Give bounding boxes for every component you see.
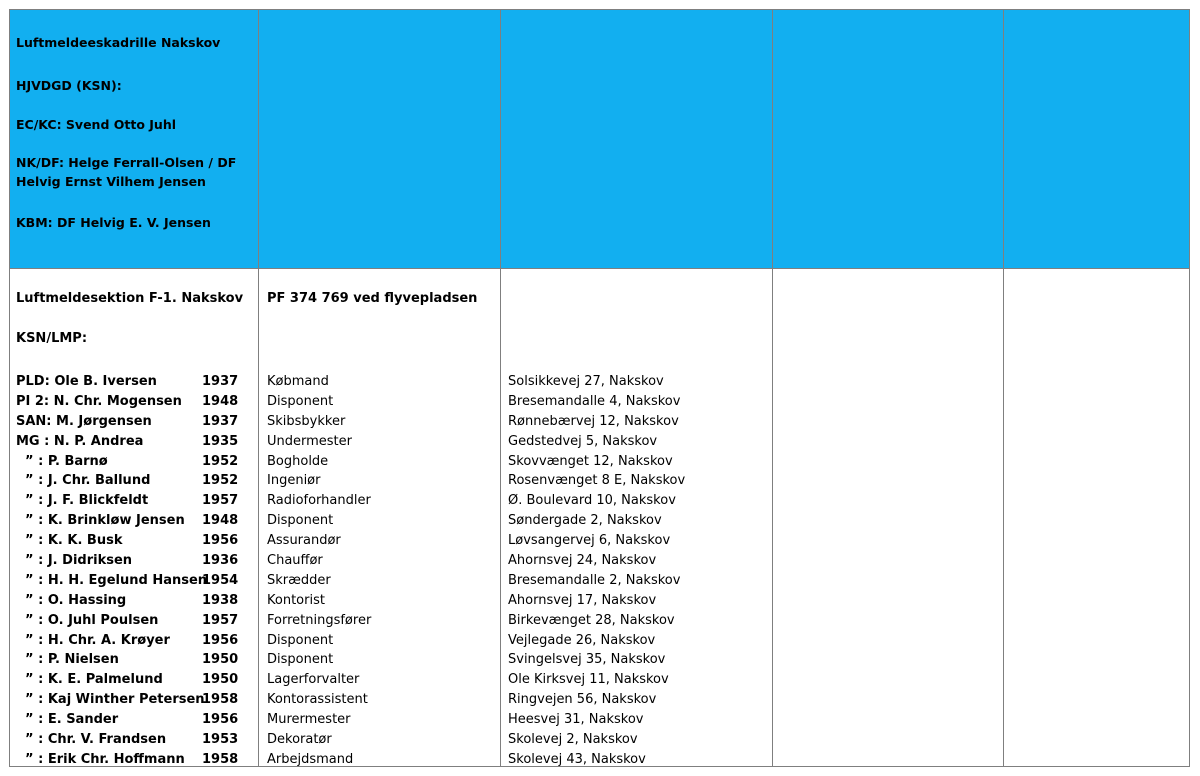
header-squadron: Luftmeldeeskadrille Nakskov (16, 35, 221, 50)
member-year: 1950 (202, 652, 239, 668)
member-name: ” : P. Nielsen (16, 652, 119, 668)
member-name: ” : H. Chr. A. Krøyer (16, 632, 170, 648)
member-address: Søndergade 2, Nakskov (508, 513, 662, 529)
member-occupation: Disponent (267, 632, 334, 648)
member-name: PLD: Ole B. Iversen (16, 374, 157, 389)
member-name: ” : J. Chr. Ballund (16, 473, 151, 489)
member-year: 1957 (202, 612, 239, 628)
table-row (10, 392, 1189, 412)
member-occupation: Købmand (267, 374, 329, 389)
member-occupation: Radioforhandler (267, 493, 371, 509)
member-year: 1952 (202, 473, 239, 489)
member-occupation: Skrædder (267, 572, 331, 588)
member-occupation: Assurandør (267, 533, 341, 549)
member-name: ” : H. H. Egelund Hansen (16, 572, 208, 588)
member-address: Løvsangervej 6, Nakskov (508, 533, 671, 549)
table-row (10, 491, 1189, 511)
member-address: Rosenvænget 8 E, Nakskov (508, 473, 686, 489)
table-row (10, 631, 1189, 651)
table-row (10, 750, 1189, 770)
member-occupation: Arbejdsmand (267, 751, 354, 767)
member-year: 1948 (202, 513, 239, 529)
member-occupation: Ingeniør (267, 473, 321, 489)
member-occupation: Forretningsfører (267, 612, 372, 628)
member-address: Bresemandalle 2, Nakskov (508, 572, 681, 588)
table-row (10, 591, 1189, 611)
table-row (10, 452, 1189, 472)
member-year: 1958 (202, 751, 239, 767)
member-year: 1948 (202, 393, 239, 409)
member-address: Ahornsvej 24, Nakskov (508, 553, 657, 569)
member-address: Ringvejen 56, Nakskov (508, 692, 657, 708)
member-name: ” : E. Sander (16, 712, 119, 728)
member-address: Ø. Boulevard 10, Nakskov (508, 493, 676, 509)
table-row (10, 571, 1189, 591)
member-year: 1953 (202, 732, 239, 748)
table-row (10, 710, 1189, 730)
member-name: ” : O. Juhl Poulsen (16, 612, 159, 628)
member-list (10, 372, 1189, 770)
member-address: Ahornsvej 17, Nakskov (508, 592, 657, 608)
member-address: Rønnebærvej 12, Nakskov (508, 413, 679, 429)
member-year: 1936 (202, 553, 239, 569)
member-occupation: Lagerforvalter (267, 672, 360, 688)
member-name: PI 2: N. Chr. Mogensen (16, 393, 182, 409)
member-name: ” : J. F. Blickfeldt (16, 493, 149, 509)
member-occupation: Disponent (267, 652, 334, 668)
header-ec-kc: EC/KC: Svend Otto Juhl (16, 117, 177, 132)
member-occupation: Disponent (267, 393, 334, 409)
member-year: 1937 (202, 413, 239, 429)
member-occupation: Kontorist (267, 592, 325, 608)
member-name: ” : K. Brinkløw Jensen (16, 513, 185, 529)
member-name: ” : K. E. Palmelund (16, 672, 163, 688)
member-occupation: Dekoratør (267, 732, 332, 748)
member-occupation: Murermester (267, 712, 351, 728)
member-address: Skovvænget 12, Nakskov (508, 453, 673, 469)
member-address: Solsikkevej 27, Nakskov (508, 374, 664, 389)
member-year: 1950 (202, 672, 239, 688)
member-year: 1935 (202, 433, 239, 449)
member-name: ” : J. Didriksen (16, 553, 133, 569)
member-occupation: Kontorassistent (267, 692, 368, 708)
table-row (10, 650, 1189, 670)
member-name: ” : Kaj Winther Petersen (16, 692, 205, 708)
member-year: 1952 (202, 453, 239, 469)
table-row (10, 471, 1189, 491)
member-year: 1937 (202, 374, 239, 389)
member-occupation: Disponent (267, 513, 334, 529)
member-year: 1957 (202, 493, 239, 509)
member-year: 1958 (202, 692, 239, 708)
member-address: Skolevej 43, Nakskov (508, 751, 646, 767)
member-name: ” : K. K. Busk (16, 533, 123, 549)
member-address: Svingelsvej 35, Nakskov (508, 652, 666, 668)
member-address: Heesvej 31, Nakskov (508, 712, 644, 728)
table-row (10, 372, 1189, 392)
table-row (10, 531, 1189, 551)
member-year: 1956 (202, 533, 239, 549)
table-row (10, 511, 1189, 531)
member-occupation: Chauffør (267, 553, 323, 569)
member-occupation: Skibsbykker (267, 413, 346, 429)
member-name: ” : O. Hassing (16, 592, 127, 608)
table-row (10, 412, 1189, 432)
header-nk-df: NK/DF: Helge Ferrall-Olsen / DF (16, 155, 237, 170)
member-address: Vejlegade 26, Nakskov (508, 632, 656, 648)
table-row (10, 551, 1189, 571)
table-row (10, 611, 1189, 631)
header-hjvdgd: HJVDGD (KSN): (16, 78, 122, 93)
member-address: Bresemandalle 4, Nakskov (508, 393, 681, 409)
member-address: Gedstedvej 5, Nakskov (508, 433, 658, 449)
table-row (10, 432, 1189, 452)
member-address: Skolevej 2, Nakskov (508, 732, 638, 748)
member-address: Birkevænget 28, Nakskov (508, 612, 675, 628)
member-name: SAN: M. Jørgensen (16, 413, 152, 429)
table-row (10, 730, 1189, 750)
member-address: Ole Kirksvej 11, Nakskov (508, 672, 669, 688)
section-title: Luftmeldesektion F-1. Nakskov (16, 291, 244, 306)
table-row (10, 670, 1189, 690)
header-nk-df-cont: Helvig Ernst Vilhem Jensen (16, 174, 206, 189)
member-occupation: Bogholde (267, 453, 329, 469)
member-name: ” : Erik Chr. Hoffmann (16, 751, 185, 767)
header-row (10, 10, 1189, 269)
member-name: ” : Chr. V. Frandsen (16, 732, 167, 748)
member-year: 1956 (202, 632, 239, 648)
roster-table (9, 9, 1190, 767)
member-year: 1956 (202, 712, 239, 728)
section-location: PF 374 769 ved flyvepladsen (267, 291, 478, 306)
table-row (10, 690, 1189, 710)
member-occupation: Undermester (267, 433, 352, 449)
member-name: ” : P. Barnø (16, 453, 108, 469)
member-name: MG : N. P. Andrea (16, 433, 144, 449)
member-year: 1938 (202, 592, 239, 608)
member-year: 1954 (202, 572, 239, 588)
section-subtitle: KSN/LMP: (16, 331, 88, 346)
header-kbm: KBM: DF Helvig E. V. Jensen (16, 215, 211, 230)
